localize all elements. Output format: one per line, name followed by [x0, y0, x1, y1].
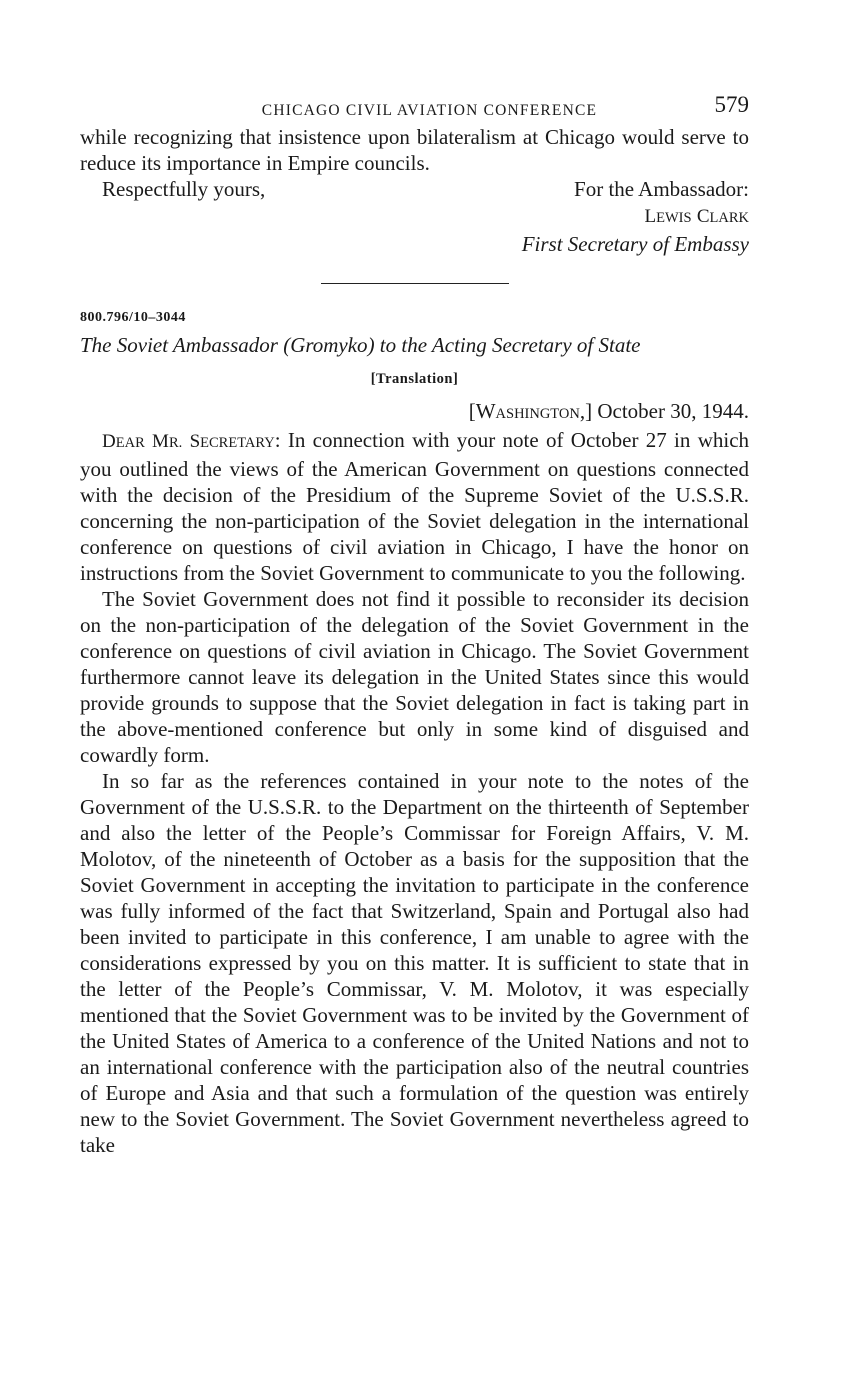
signer-name: LEWIS CLARK [644, 206, 749, 227]
section-divider [321, 283, 509, 284]
salutation: DEAR MR. SECRETARY: [102, 428, 281, 452]
file-number: 800.796/10–3044 [80, 310, 186, 325]
paragraph-2: The Soviet Government does not find it possible to reconsider its decision on the non-participation of the delegation of the Soviet Government in the conference on questions of civil aviation in Chicago. The Soviet Government furthermore cannot leave its delegation in the United States since this would provide grounds to suppose that the Soviet delegation in fact is taking part in the above-mentioned conference but only in some kind of disguised and cowardly form. [80, 587, 749, 767]
paragraph-3: In so far as the references contained in your note to the notes of the Government of the U.S.S.R. to the Department on the thirteenth of September and also the letter of the People’s Commissar for Foreign Affairs, V. M. Molotov, of the nineteenth of October as a basis for the supposition that the Soviet Government in accepting the invitation to participate in the conference was fully informed of the fact that Switzerland, Spain and Portugal also had been invited to participate in this conference, I am unable to agree with the considerations expressed by you on this matter. It is sufficient to state that in the letter of the People’s Commissar, V. M. Molotov, it was especially mentioned that the Soviet Government was to be invited by the Government of the United States of America to a conference of the United Nations and not to an international conference with the participation also of the neutral countries of Europe and Asia and that such a formulation of the question was entirely new to the Soviet Government. The Soviet Government nevertheless agreed to take [80, 769, 749, 1157]
dateline: [WASHINGTON,] October 30, 1944. [468, 399, 749, 423]
running-head-title: CHICAGO CIVIL AVIATION CONFERENCE [261, 102, 598, 119]
paragraph-1: DEAR MR. SECRETARY: In connection with your note of October 27 in which you outlined the views of the American Government on questions connected with the decision of the Presidium of the Supreme Soviet of the U.S.S.R. concerning the non-participation of the Soviet delegation in the international conference on questions of civil aviation in Chicago, I have the honor on instructions from the Soviet Government to communicate to you the following. [80, 428, 750, 585]
running-head [80, 90, 749, 124]
document-page [80, 90, 749, 1158]
closing-row [80, 176, 749, 202]
signature-attribution: For the Ambassador: [574, 177, 749, 201]
document-heading: The Soviet Ambassador (Gromyko) to the Acting Secretary of State [80, 333, 641, 357]
page-number: 579 [714, 92, 749, 117]
opening-paragraph: while recognizing that insistence upon bilateralism at Chicago would serve to reduce its importance in Empire councils. [80, 125, 749, 175]
complimentary-close: Respectfully yours, [102, 177, 266, 201]
translation-note: [Translation] [370, 371, 459, 387]
signer-title: First Secretary of Embassy [521, 232, 749, 256]
